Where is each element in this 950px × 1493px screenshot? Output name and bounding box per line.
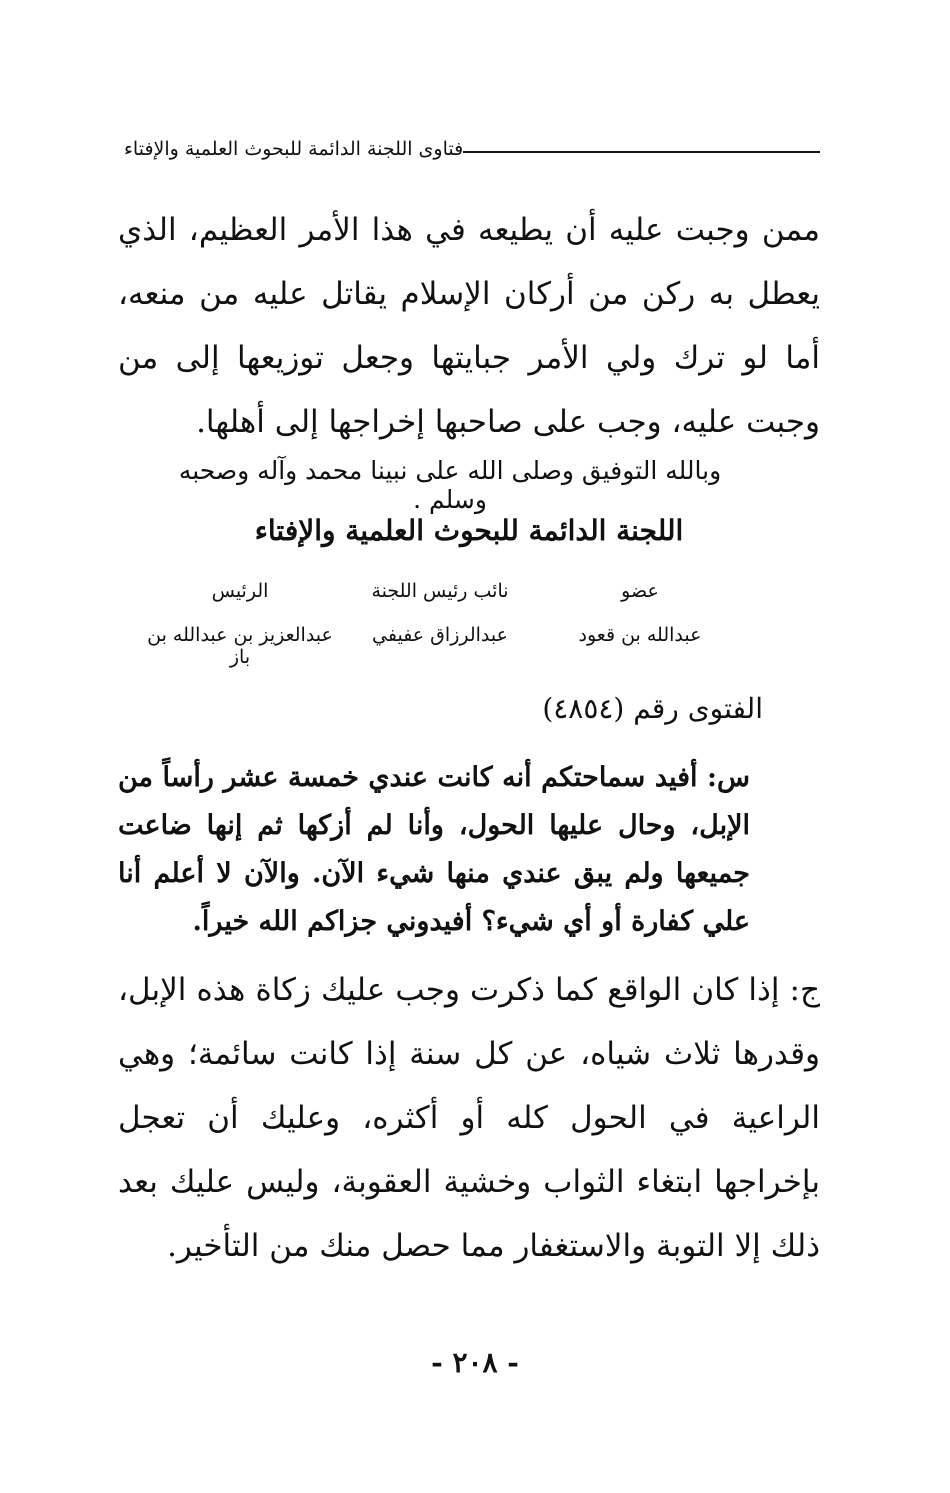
header-rule bbox=[463, 151, 820, 153]
role-member: عضو bbox=[621, 580, 659, 602]
name-deputy: عبدالرزاق عفيفي bbox=[372, 624, 508, 646]
answer-text: ج: إذا كان الواقع كما ذكرت وجب عليك زكاة هذه الإبل، وقدرها ثلاث شياه، عن كل سنة إذا كانت سائمة؛ وهي الراعية في الحول كله أو أكثره، وعليك أن تعجل بإخراجها ابتغاء الثواب وخشية العقوبة، وليس عليك بعد ذلك إلا التوبة والاستغفار مما حصل منك من التأخير. bbox=[118, 972, 820, 1264]
committee-title: اللجنة الدائمة للبحوث العلمية والإفتاء bbox=[254, 514, 684, 547]
name-chairman: عبدالعزيز بن عبدالله بن باز bbox=[147, 624, 333, 668]
page-number: - ٢٠٨ - bbox=[431, 1346, 519, 1379]
closing-line: وبالله التوفيق وصلى الله على نبينا محمد وآله وصحبه وسلم . bbox=[178, 456, 722, 514]
running-title: فتاوى اللجنة الدائمة للبحوث العلمية والإفتاء bbox=[124, 138, 464, 160]
role-chairman: الرئيس bbox=[211, 580, 269, 602]
question-text: س: أفيد سماحتكم أنه كانت عندي خمسة عشر رأساً من الإبل، وحال عليها الحول، وأنا لم أزكها ثم إنها ضاعت جميعها ولم يبق عندي منها شيء الآن. والآن لا أعلم أنا علي كفارة أو أي شيء؟ أفيدوني جزاكم الله خيراً. bbox=[118, 762, 751, 937]
question-block bbox=[118, 754, 820, 946]
paragraph-continuation: ممن وجبت عليه أن يطيعه في هذا الأمر العظيم، الذي يعطل به ركن من أركان الإسلام يقاتل عليه من منعه، أما لو ترك ولي الأمر جبايتها وجعل توزيعها إلى من وجبت عليه، وجب على صاحبها إخراجها إلى أهلها. bbox=[118, 212, 820, 440]
name-member: عبدالله بن قعود bbox=[578, 624, 702, 646]
signatory-names bbox=[140, 624, 740, 668]
running-header bbox=[118, 138, 820, 160]
fatwa-number: الفتوى رقم (٤٨٥٤) bbox=[542, 692, 763, 725]
signatory-roles bbox=[140, 580, 740, 602]
role-deputy: نائب رئيس اللجنة bbox=[371, 580, 509, 602]
